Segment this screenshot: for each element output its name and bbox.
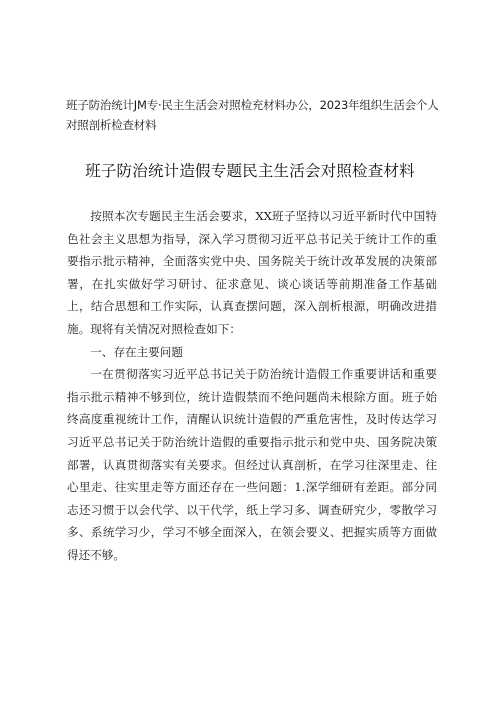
document-body bbox=[67, 205, 437, 567]
section-heading: 一、存在主要问题 bbox=[90, 344, 183, 359]
header-note: 班子防治统计JM专·民主生活会对照检充材料办公，2023年组织生活会个人对照剖析检查材料 bbox=[66, 98, 439, 132]
intro-paragraph: 按照本次专题民主生活会要求，XX班子坚持以习近平新时代中国特色社会主义思想为指导，深入学习贯彻习近平总书记关于统计工作的重要指示批示精神，全面落实党中央、国务院关于统计改革发展的决策部署，在扎实做好学习研讨、征求意见、谈心谈话等前期准备工作基础上，结合思想和工作实际，认真查摆问题，深入剖析根源，明确改进措施。现将有关情况对照检查如下： bbox=[67, 209, 437, 336]
problem-paragraph: 一在贯彻落实习近平总书记关于防治统计造假工作重要讲话和重要指示批示精神不够到位，统计造假禁而不绝问题尚未根除方面。班子始终高度重视统计工作，清醒认识统计造假的严重危害性，及时传达学习习近平总书记关于防治统计造假的重要指示批示和党中央、国务院决策部署，认真贯彻落实有关要求。但经过认真剖析，在学习往深里走、往心里走、往实里走等方面还存在一些问题：1.深学细研有差距。部分同志还习惯于以会代学、以干代学，纸上学习多、调查研究少，零散学习多、系统学习少，学习不够全面深入，在领会要义、把握实质等方面做得还不够。 bbox=[67, 367, 437, 562]
document-title: 班子防治统计造假专题民主生活会对照检查材料 bbox=[85, 162, 415, 180]
